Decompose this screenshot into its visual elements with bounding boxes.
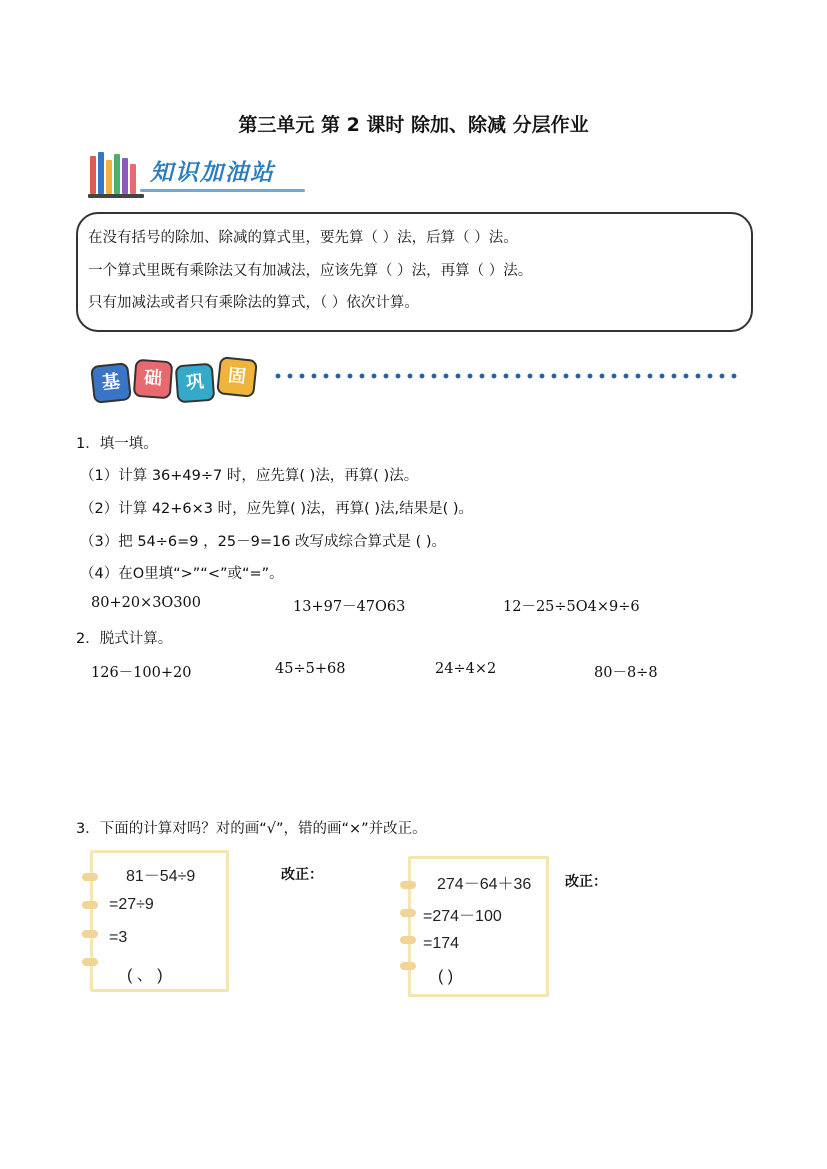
page-title: 第三单元 第 2 课时 除加、除减 分层作业 xyxy=(238,114,589,136)
card2-line-2: =274－100 xyxy=(423,908,502,925)
banner-tile-1: 基 xyxy=(90,362,132,404)
compare-expr-3: 12－25÷5O4×9÷6 xyxy=(503,599,640,615)
q1-heading: 1．填一填。 xyxy=(76,436,158,452)
calc-expr-2: 45÷5+68 xyxy=(275,661,346,677)
card2-line-3: =174 xyxy=(423,935,460,952)
basic-banner xyxy=(88,356,268,406)
card1-answer: ( 、 ) xyxy=(127,967,163,984)
fix-label-1: 改正： xyxy=(281,867,323,883)
q1-item-1: （1）计算 36+49÷7 时，应先算( )法，再算( )法。 xyxy=(80,468,419,484)
binder-ring xyxy=(82,958,98,966)
binder-ring xyxy=(400,936,416,944)
banner-tile-2: 础 xyxy=(133,359,174,400)
card1-line-1: 81－54÷9 xyxy=(126,868,196,885)
card1-line-3: =3 xyxy=(109,929,128,946)
knowledge-line-1: 在没有括号的除加、除减的算式里，要先算（ ）法，后算（ ）法。 xyxy=(88,230,518,246)
q1-item-2: （2）计算 42+6×3 时，应先算( )法，再算( )法,结果是( )。 xyxy=(80,501,474,517)
knowledge-banner-title: 知识加油站 xyxy=(150,160,275,186)
calc-expr-4: 80－8÷8 xyxy=(594,665,658,681)
q1-item-4: （4）在O里填“>”“<”或“=”。 xyxy=(80,566,284,582)
card2-line-1: 274－64＋36 xyxy=(437,876,532,893)
calc-expr-1: 126－100+20 xyxy=(91,665,192,681)
knowledge-line-2: 一个算式里既有乘除法又有加减法，应该先算（ ）法，再算（ ）法。 xyxy=(88,263,533,279)
binder-ring xyxy=(82,873,98,881)
dotted-divider xyxy=(272,373,742,379)
calc-expr-3: 24÷4×2 xyxy=(435,661,497,677)
binder-ring xyxy=(400,909,416,917)
q2-heading: 2．脱式计算。 xyxy=(76,631,173,647)
compare-expr-1: 80+20×3O300 xyxy=(91,595,201,611)
books-icon xyxy=(88,150,144,198)
fix-label-2: 改正： xyxy=(565,874,607,890)
q3-heading: 3．下面的计算对吗？对的画“√”，错的画“×”并改正。 xyxy=(76,821,427,837)
binder-ring xyxy=(400,881,416,889)
binder-ring xyxy=(400,962,416,970)
banner-tile-3: 巩 xyxy=(175,363,216,404)
card1-line-2: =27÷9 xyxy=(109,896,154,913)
knowledge-line-3: 只有加减法或者只有乘除法的算式，（ ）依次计算。 xyxy=(88,295,419,311)
banner-underline xyxy=(140,189,305,192)
compare-expr-2: 13+97－47O63 xyxy=(293,599,406,615)
binder-ring xyxy=(82,930,98,938)
banner-tile-4: 固 xyxy=(216,356,258,398)
q1-item-3: （3）把 54÷6=9 ，25－9=16 改写成综合算式是 ( )。 xyxy=(80,534,447,550)
binder-ring xyxy=(82,901,98,909)
card2-answer: ( ) xyxy=(438,968,454,985)
